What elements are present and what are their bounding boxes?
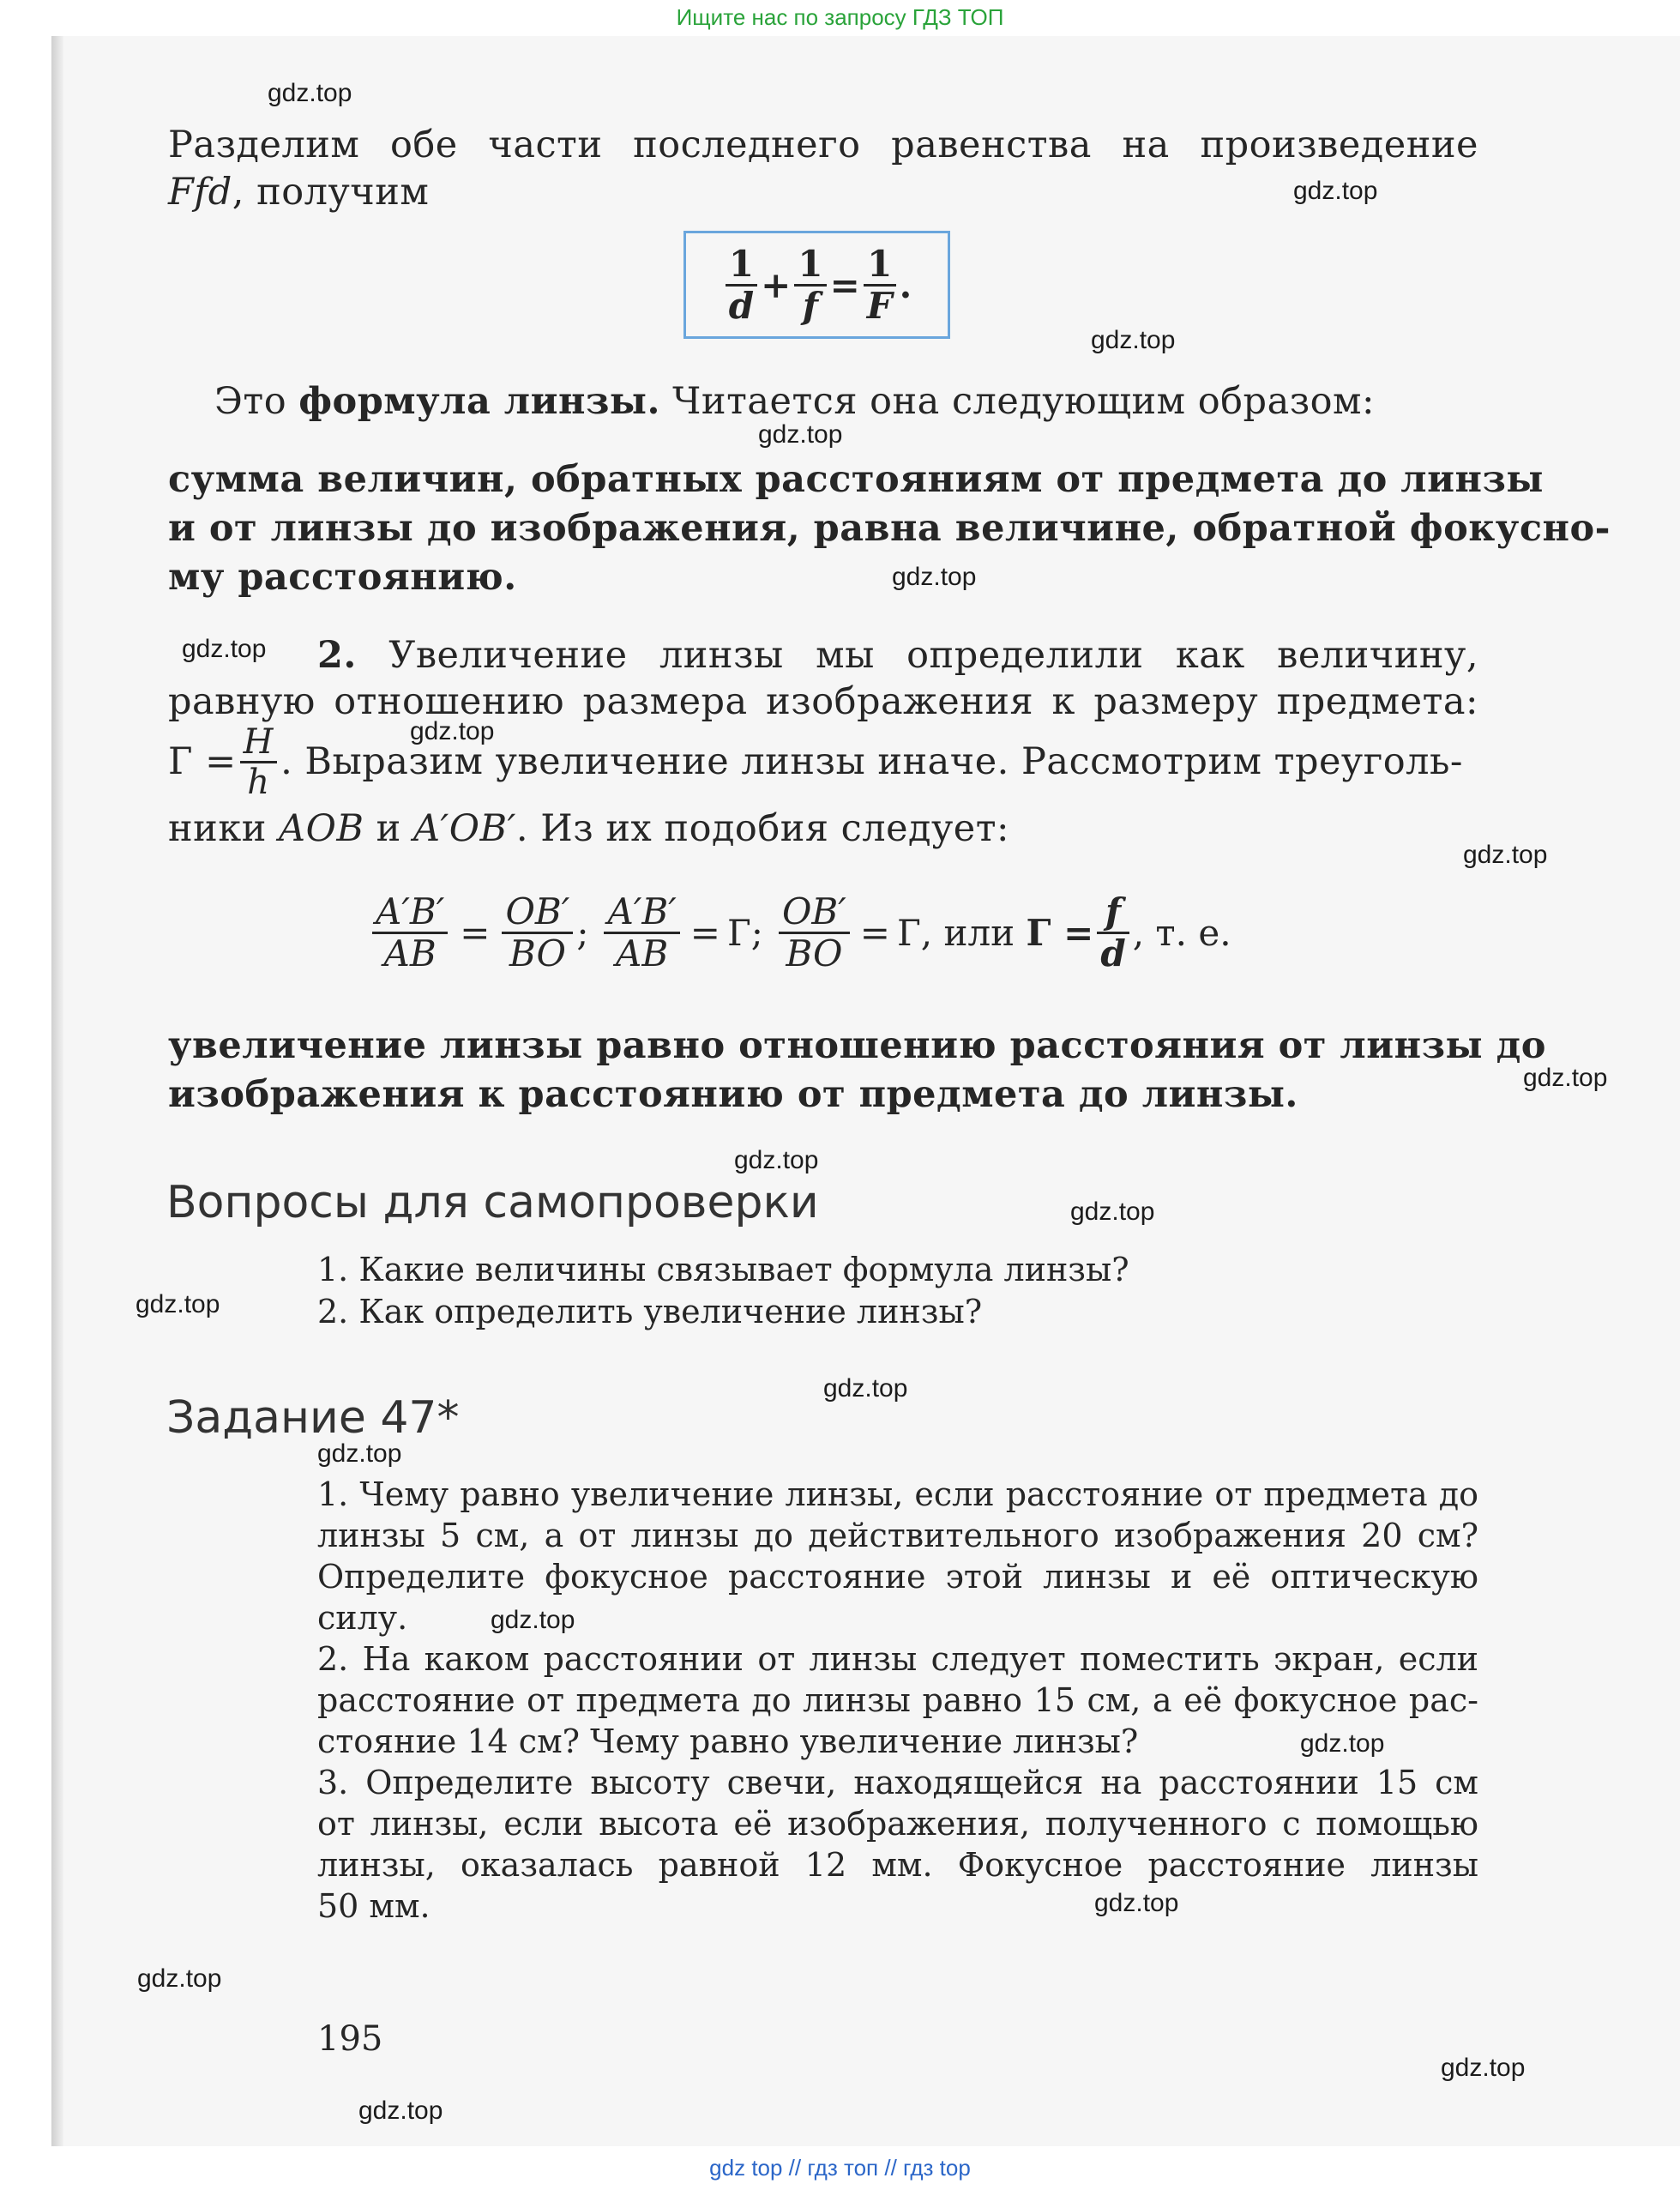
site-banner[interactable]: Ищите нас по запросу ГДЗ ТОП xyxy=(676,4,1004,30)
footer-banner[interactable]: gdz top // гдз топ // гдз top xyxy=(709,2155,971,2181)
plus-sign: + xyxy=(761,263,792,306)
task-line: Определите фокусное расстояние этой линзы и её оптическую xyxy=(317,1558,1478,1596)
para3-line3 xyxy=(168,721,1478,802)
similarity-ratios xyxy=(369,892,1231,974)
task-line: 2. На каком расстоянии от линзы следует поместить экран, если xyxy=(317,1640,1478,1678)
watermark-text: gdz.top xyxy=(758,420,843,449)
frac-num: f xyxy=(1097,892,1129,934)
task-line: линзы, оказалась равной 12 мм. Фокусное расстояние линзы xyxy=(317,1846,1478,1884)
watermark-text: gdz.top xyxy=(823,1374,908,1403)
frac-num: A′B′ xyxy=(604,892,679,934)
frac-den: h xyxy=(247,762,270,802)
ie-tail: , т. е. xyxy=(1132,912,1231,954)
page-spine-shadow xyxy=(51,36,63,2146)
frac-den: d xyxy=(1100,932,1126,974)
frac-den: f xyxy=(802,284,818,327)
equals-sign: = xyxy=(859,912,890,954)
formula-dot: . xyxy=(899,263,912,306)
frac-den: BO xyxy=(786,932,843,974)
task-line: линзы 5 см, а от линзы до действительного изображения 20 см? xyxy=(317,1517,1478,1554)
equals-sign: = xyxy=(460,912,491,954)
watermark-text: gdz.top xyxy=(1091,326,1176,354)
frac-num: A′B′ xyxy=(372,892,448,934)
triangle-a1ob1: A′OB′ xyxy=(412,807,516,850)
watermark-text: gdz.top xyxy=(1523,1064,1608,1092)
para2-line4: му расстоянию. xyxy=(168,556,517,599)
task-heading: Задание 47* xyxy=(166,1392,460,1444)
watermark-text: gdz.top xyxy=(892,563,977,591)
watermark-text: gdz.top xyxy=(182,635,267,663)
watermark-text: gdz.top xyxy=(734,1146,819,1174)
task-line: 1. Чему равно увеличение линзы, если расстояние от предмета до xyxy=(317,1475,1478,1513)
para3-line3-rest: . Выразим увеличение линзы иначе. Рассмотрим треуголь- xyxy=(280,740,1463,783)
para2-lead: Это xyxy=(214,380,299,423)
watermark-text: gdz.top xyxy=(1300,1729,1385,1758)
task-line: расстояние от предмета до линзы равно 15 см, а её фокусное рас- xyxy=(317,1681,1478,1719)
frac-H-over-h xyxy=(240,723,277,801)
para4-line1: увеличение линзы равно отношению расстояния от линзы до xyxy=(168,1024,1546,1067)
para3-line1 xyxy=(317,633,1478,678)
watermark-text: gdz.top xyxy=(1293,177,1378,205)
frac-num: 1 xyxy=(864,244,896,287)
frac-1-over-f xyxy=(794,244,826,326)
frac-num: OB′ xyxy=(502,892,573,934)
gamma-equals: Г = xyxy=(1026,912,1094,954)
task-line: 3. Определите высоту свечи, находящейся на расстоянии 15 см xyxy=(317,1764,1478,1801)
frac-ApBp-over-AB-2 xyxy=(604,892,679,974)
watermark-text: gdz.top xyxy=(1070,1198,1155,1226)
frac-ApBp-over-AB xyxy=(372,892,448,974)
watermark-text: gdz.top xyxy=(317,1439,402,1468)
para2-rest: Читается она следующим образом: xyxy=(660,380,1375,423)
task-line: силу. xyxy=(317,1599,408,1637)
page-number: 195 xyxy=(317,2019,383,2059)
equals-sign: = xyxy=(689,912,720,954)
semicolon: ; xyxy=(750,912,763,954)
para4-line2: изображения к расстоянию от предмета до линзы. xyxy=(168,1073,1298,1116)
task-line: 50 мм. xyxy=(317,1887,431,1925)
frac-1-over-F xyxy=(864,244,896,326)
frac-num: 1 xyxy=(794,244,826,287)
task-line: от линзы, если высота её изображения, полученного с помощью xyxy=(317,1805,1478,1843)
para1-line1: Разделим обе части последнего равенства на произведение xyxy=(168,124,1478,166)
para3-line4 xyxy=(168,806,1478,851)
para2-line3: и от линзы до изображения, равна величине, обратной фокусно- xyxy=(168,507,1611,550)
para1-line2 xyxy=(168,170,1478,214)
watermark-text: gdz.top xyxy=(135,1290,220,1318)
watermark-text: gdz.top xyxy=(1441,2054,1526,2082)
task-line: стояние 14 см? Чему равно увеличение линзы? xyxy=(317,1722,1139,1760)
lens-formula-term: формула линзы. xyxy=(298,380,661,423)
para3-line4-lead: ники xyxy=(168,807,280,850)
frac-den: d xyxy=(728,284,755,327)
frac-num: 1 xyxy=(726,244,757,287)
questions-heading: Вопросы для самопроверки xyxy=(166,1177,819,1228)
watermark-text: gdz.top xyxy=(1094,1889,1179,1917)
para2-line1 xyxy=(214,379,1478,424)
gamma-symbol: Г xyxy=(726,912,751,954)
frac-num: OB′ xyxy=(779,892,850,934)
frac-OBp-over-BO-2 xyxy=(779,892,850,974)
item-number: 2. xyxy=(317,634,357,677)
semicolon: ; xyxy=(576,912,589,954)
frac-den: AB xyxy=(383,932,437,974)
watermark-text: gdz.top xyxy=(137,1964,222,1993)
watermark-text: gdz.top xyxy=(410,717,495,745)
watermark-text: gdz.top xyxy=(358,2096,443,2125)
frac-OBp-over-BO xyxy=(502,892,573,974)
watermark-text: gdz.top xyxy=(491,1606,575,1634)
lens-formula-box xyxy=(683,231,950,339)
equals-sign: = xyxy=(829,263,860,306)
frac-1-over-d xyxy=(726,244,757,326)
watermark-text: gdz.top xyxy=(1463,841,1548,869)
question-item: 1. Какие величины связывает формула линзы? xyxy=(317,1251,1129,1288)
watermark-text: gdz.top xyxy=(268,79,352,107)
gamma-symbol: Г xyxy=(896,912,921,954)
ffd-var: Ffd xyxy=(168,171,232,214)
frac-num: H xyxy=(240,723,277,763)
gamma-symbol: Г = xyxy=(168,740,237,783)
and-word: и xyxy=(364,807,413,850)
frac-den: BO xyxy=(509,932,566,974)
question-item: 2. Как определить увеличение линзы? xyxy=(317,1293,983,1330)
para2-line2: сумма величин, обратных расстояниям от предмета до линзы xyxy=(168,458,1545,501)
frac-den: AB xyxy=(616,932,669,974)
para3-line4-rest: . Из их подобия следует: xyxy=(515,807,1010,850)
frac-den: F xyxy=(866,284,893,327)
para3-line1-rest: Увеличение линзы мы определили как величину, xyxy=(356,634,1478,677)
frac-f-over-d xyxy=(1097,892,1129,974)
para3-line2: равную отношению размера изображения к размеру предмета: xyxy=(168,680,1478,723)
triangle-aob: AOB xyxy=(279,807,364,850)
para1-line2-rest: , получим xyxy=(232,171,430,214)
or-text: , или xyxy=(920,912,1027,954)
